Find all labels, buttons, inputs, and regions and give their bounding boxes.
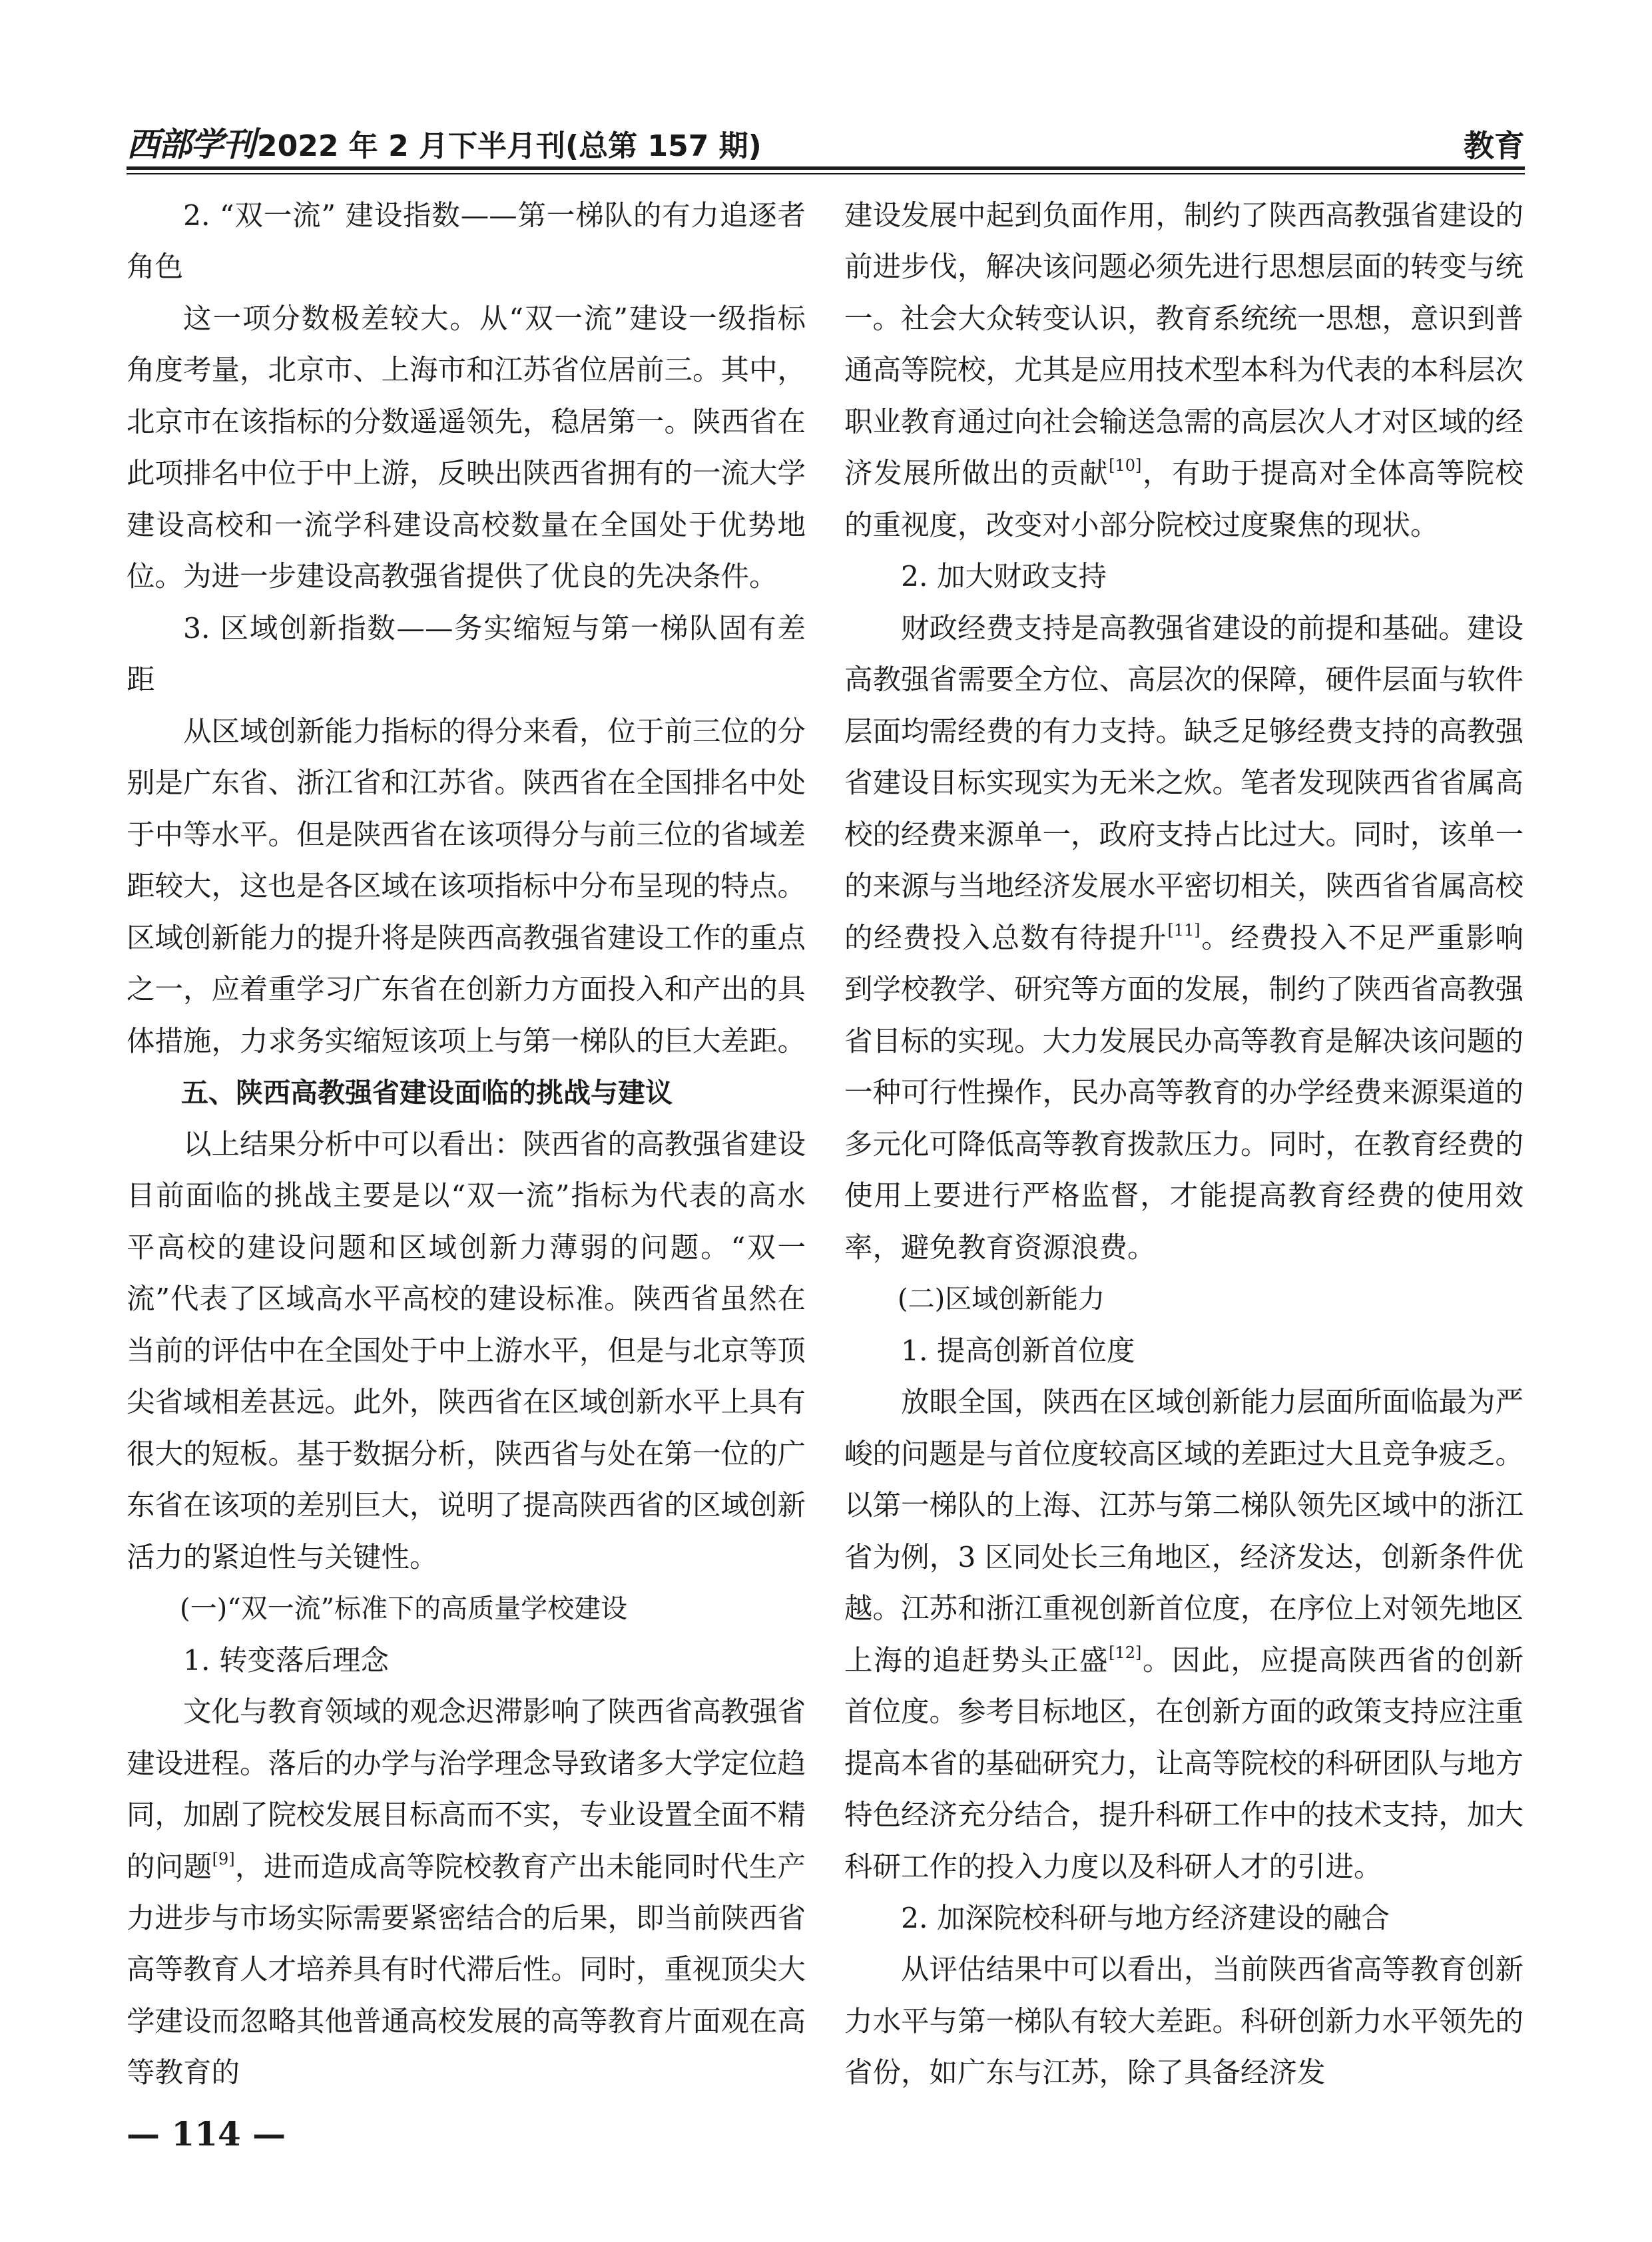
subheading-shuangyiliu-index: 2. “双一流” 建设指数——第一梯队的有力追逐者角色: [127, 200, 806, 284]
issue-info: 2022 年 2 月下半月刊(总第 157 期): [257, 129, 762, 163]
citation-ref[interactable]: [9]: [212, 1849, 235, 1868]
section-heading-challenges: 五、陕西高教强省建设面临的挑战与建议: [181, 1077, 673, 1109]
running-header: [127, 119, 1525, 164]
subheading-high-quality-schools: (一)“双一流”标准下的高质量学校建设: [180, 1593, 628, 1625]
citation-ref[interactable]: [11]: [1167, 920, 1201, 940]
paragraph-change-concepts: [127, 1687, 806, 2100]
paragraph-shuangyiliu-score: 这一项分数极差较大。从“双一流”建设一级指标角度考量，北京市、上海市和江苏省位居前三。其中，北京市在该指标的分数遥遥领先，稳居第一。陕西省在此项排名中位于中上游，反映出陕西省拥有的一流大学建设高校和一流学科建设高校数量在全国处于优势地位。为进一步建设高教强省提供了优良的先决条件。: [127, 302, 806, 594]
paragraph-text-after: ，进而造成高等院校教育产出未能同时代生产力进步与市场实际需要紧密结合的后果，即当前陕西省高等教育人才培养具有时代滞后性。同时，重视顶尖大学建设而忽略其他普通高校发展的高等教育片面观在高等教育的: [127, 1850, 806, 2090]
subheading-research-economy-integration: 2. 加深院校科研与地方经济建设的融合: [901, 1902, 1390, 1935]
journal-logo: 西部学刊: [127, 125, 254, 164]
paragraph-text: 财政经费支持是高教强省建设的前提和基础。建设高教强省需要全方位、高层次的保障，硬件层面与软件层面均需经费的有力支持。缺乏足够经费支持的高教强省建设目标实现实为无米之炊。笔者发现陕西省省属高校的经费来源单一，政府支持占比过大。同时，该单一的来源与当地经济发展水平密切相关，陕西省省属高校的经费投入总数有待提升: [844, 612, 1523, 955]
paragraph-text: 放眼全国，陕西在区域创新能力层面所面临最为严峻的问题是与首位度较高区域的差距过大且竞争疲乏。以第一梯队的上海、江苏与第二梯队领先区域中的浙江省为例，3 区同处长三角地区，经济发达，创新条件优越。江苏和浙江重视创新首位度，在序位上对领先地区上海的追赶势头正盛: [844, 1386, 1523, 1677]
section-label: 教育: [1464, 128, 1525, 164]
paragraph-research-economy: 从评估结果中可以看出，当前陕西省高等教育创新力水平与第一梯队有较大差距。科研创新力水平领先的省份，如广东与江苏，除了具备经济发: [844, 1954, 1523, 2090]
left-column: [127, 190, 806, 2108]
citation-ref[interactable]: [12]: [1109, 1643, 1142, 1662]
citation-ref[interactable]: [10]: [1109, 456, 1142, 475]
paragraph-text-after: 。因此，应提高陕西省的创新首位度。参考目标地区，在创新方面的政策支持应注重提高本省的基础研究力，让高等院校的科研团队与地方特色经济充分结合，提升科研工作中的技术支持，加大科研工作的投入力度以及科研人才的引进。: [844, 1644, 1523, 1884]
paragraph-continued: [844, 190, 1523, 551]
paragraph-text: 文化与教育领域的观念迟滞影响了陕西省高教强省建设进程。落后的办学与治学理念导致诸多大学定位趋同，加剧了院校发展目标高而不实，专业设置全面不精的问题: [127, 1696, 806, 1884]
paragraph-financial-support: [844, 603, 1523, 1274]
paragraph-challenges-summary: 以上结果分析中可以看出：陕西省的高教强省建设目前面临的挑战主要是以“双一流”指标为代表的高水平高校的建设问题和区域创新力薄弱的问题。“双一流”代表了区域高水平高校的建设标准。陕西省虽然在当前的评估中在全国处于中上游水平，但是与北京等顶尖省域相差甚远。此外，陕西省在区域创新水平上具有很大的短板。基于数据分析，陕西省与处在第一位的广东省在该项的差别巨大，说明了提高陕西省的区域创新活力的紧迫性与关键性。: [127, 1128, 806, 1574]
paragraph-text-after: 。经费投入不足严重影响到学校教学、研究等方面的发展，制约了陕西省高教强省目标的实现。大力发展民办高等教育是解决该问题的一种可行性操作，民办高等教育的办学经费来源渠道的多元化可降低高等教育拨款压力。同时，在教育经费的使用上要进行严格监督，才能提高教育经费的使用效率，避免教育资源浪费。: [844, 922, 1523, 1264]
paragraph-regional-innovation: 从区域创新能力指标的得分来看，位于前三位的分别是广东省、浙江省和江苏省。陕西省在全国排名中处于中等水平。但是陕西省在该项得分与前三位的省域差距较大，这也是各区域在该项指标中分布呈现的特点。区域创新能力的提升将是陕西高教强省建设工作的重点之一，应着重学习广东省在创新力方面投入和产出的具体措施，力求务实缩短该项上与第一梯队的巨大差距。: [127, 715, 806, 1058]
subheading-financial-support: 2. 加大财政支持: [901, 561, 1107, 594]
subheading-innovation-primacy: 1. 提高创新首位度: [901, 1334, 1135, 1368]
subheading-regional-innovation-index: 3. 区域创新指数——务实缩短与第一梯队固有差距: [127, 612, 806, 697]
header-rule-thick: [127, 166, 1525, 170]
right-column: [844, 190, 1523, 2108]
subheading-regional-innovation-capacity: (二)区域创新能力: [898, 1284, 1105, 1315]
paragraph-text-after: ，有助于提高对全体高等院校的重视度，改变对小部分院校过度聚焦的现状。: [844, 457, 1523, 542]
header-rule-thin: [127, 173, 1525, 174]
paragraph-text: 建设发展中起到负面作用，制约了陕西高教强省建设的前进步伐，解决该问题必须先进行思想层面的转变与统一。社会大众转变认识，教育系统统一思想，意识到普通高等院校，尤其是应用技术型本科为代表的本科层次职业教育通过向社会输送急需的高层次人才对区域的经济发展所做出的贡献: [844, 200, 1523, 491]
header-left: [127, 125, 762, 164]
page-number: — 114 —: [127, 2114, 286, 2153]
subheading-change-concepts: 1. 转变落后理念: [183, 1644, 390, 1677]
paragraph-innovation-primacy: [844, 1377, 1523, 1893]
